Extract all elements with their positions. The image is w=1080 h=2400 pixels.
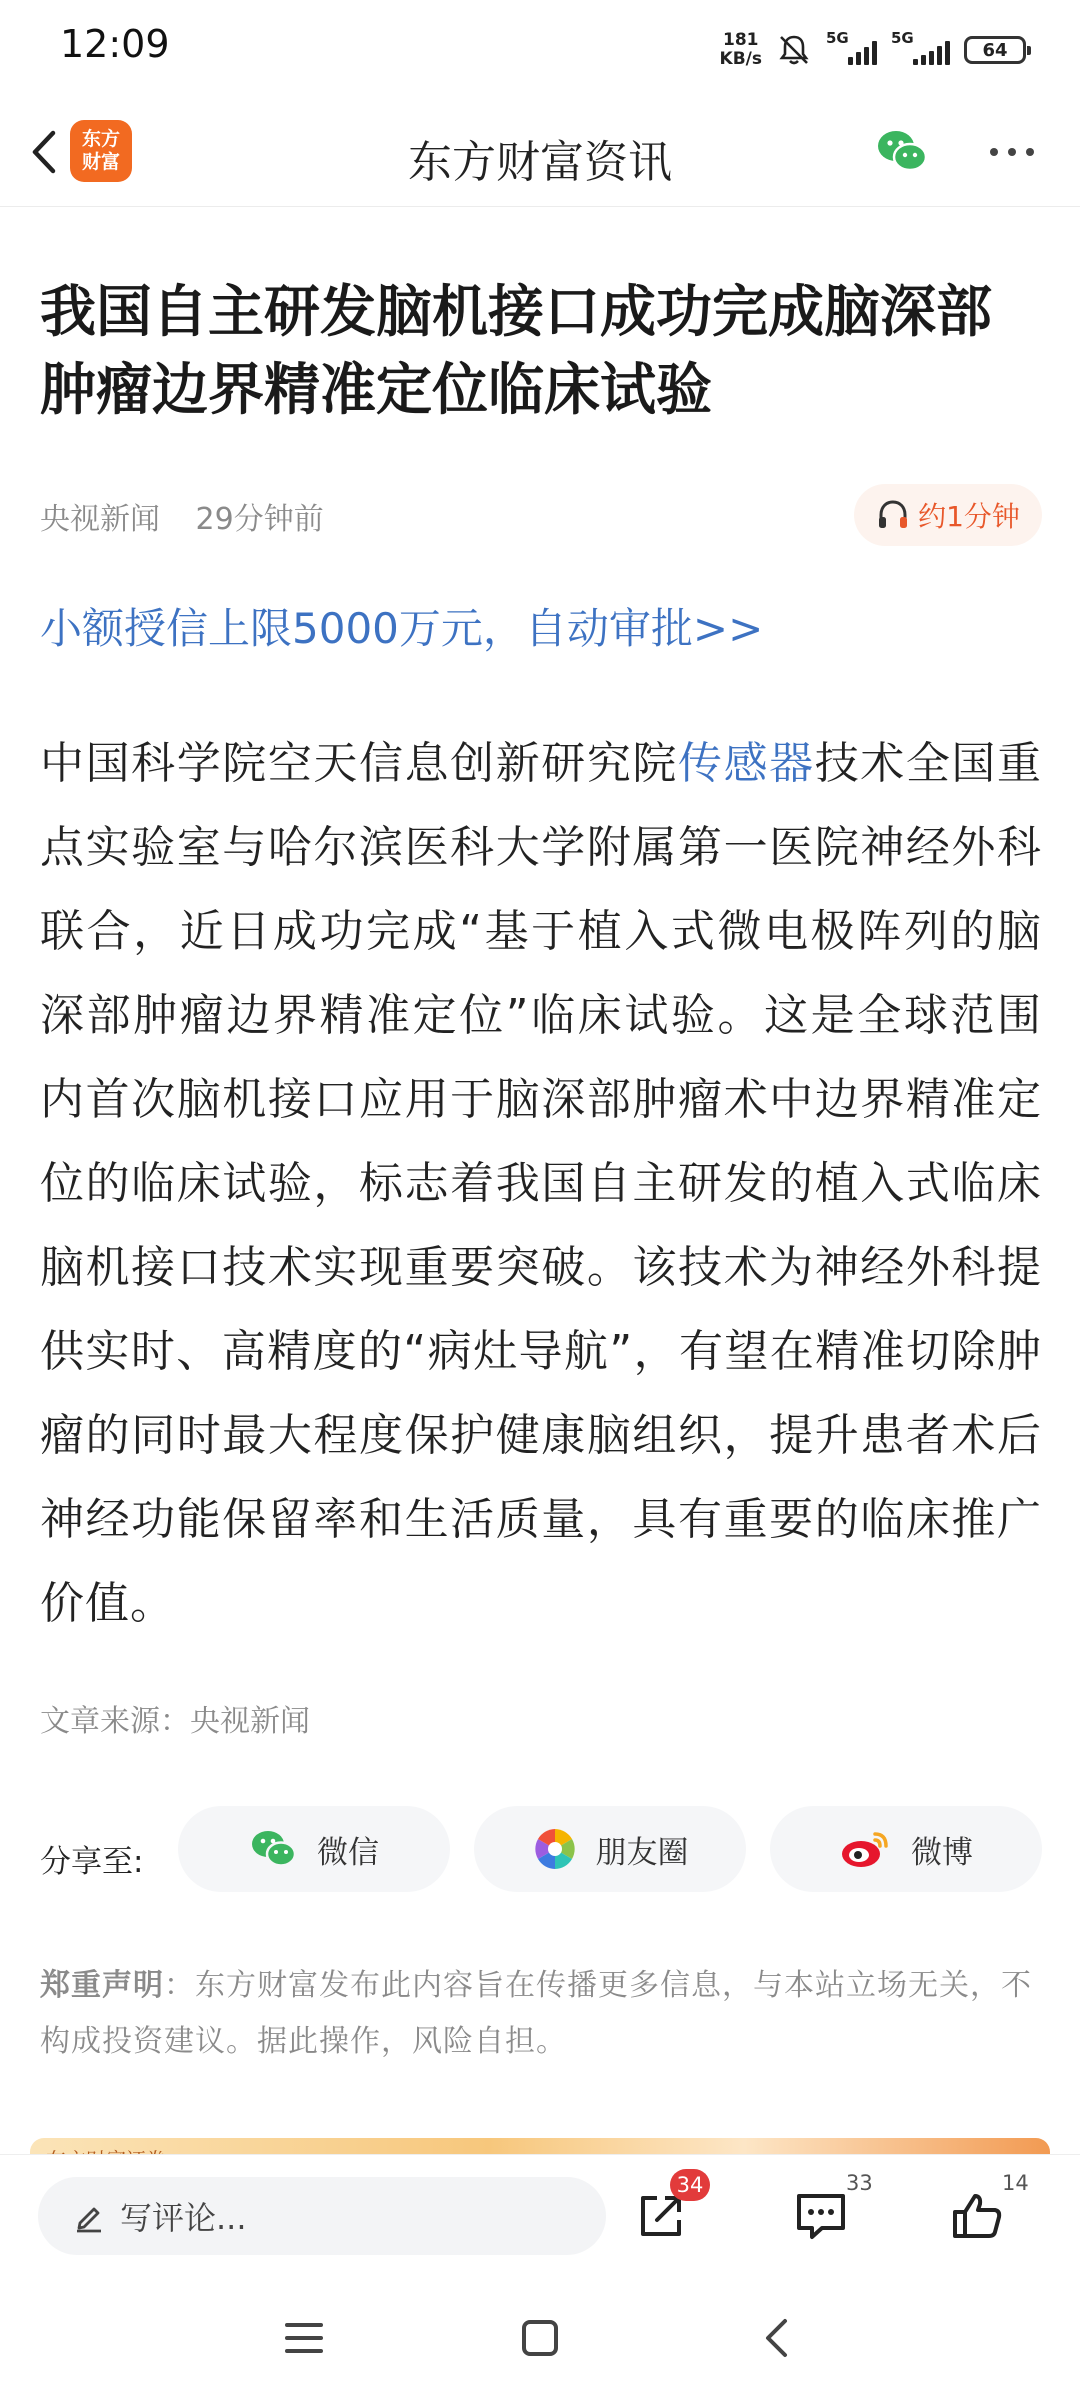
comment-input[interactable] — [38, 2177, 606, 2255]
article-meta — [40, 494, 324, 538]
share-wechat-label: 微信 — [317, 1834, 379, 1871]
keyword-link-sensor[interactable]: 传感器 — [678, 738, 815, 789]
listen-duration: 约1分钟 — [918, 500, 1020, 533]
listen-audio-button[interactable] — [854, 484, 1042, 546]
share-label: 分享至: — [40, 1844, 144, 1880]
headphones-icon — [876, 498, 910, 532]
status-icons — [720, 26, 1026, 74]
disclaimer-text: ：东方财富发布此内容旨在传播更多信息，与本站立场无关，不构成投资建议。据此操作，风险自担。 — [40, 1968, 1032, 2059]
share-moments-button[interactable] — [474, 1806, 746, 1892]
logo-line1: 东方 — [81, 128, 120, 150]
article-source-name[interactable]: 央视新闻 — [40, 502, 160, 537]
body-text-rest: 技术全国重点实验室与哈尔滨医科大学附属第一医院神经外科联合，近日成功完成“基于植入式微电极阵列的脑深部肿瘤边界精准定位”临床试验。这是全球范围内首次脑机接口应用于脑深部肿瘤术中边界精准定位的临床试验，标志着我国自主研发的植入式临床脑机接口技术实现重要突破。该技术为神经外科提供实时、高精度的“病灶导航”，有望在精准切除肿瘤的同时最大程度保护健康脑组织，提升患者术后神经功能保留率和生活质量，具有重要的临床推广价值。 — [40, 738, 1043, 1629]
signal-1-label: 5G — [826, 29, 849, 47]
bottom-action-bar — [0, 2154, 1080, 2275]
network-speed-unit: KB/s — [719, 49, 762, 69]
recent-apps-button[interactable] — [274, 2308, 334, 2368]
more-dot-icon — [1008, 148, 1016, 156]
menu-lines-icon — [284, 2320, 324, 2356]
comment-bubble-icon — [792, 2188, 850, 2244]
article-source-line: 文章来源：央视新闻 — [40, 1704, 310, 1739]
signal-5g-2-icon — [891, 29, 950, 65]
article-time: 29分钟前 — [195, 502, 324, 537]
signal-5g-1-icon — [826, 29, 877, 65]
square-home-icon — [520, 2318, 560, 2358]
chevron-left-icon — [761, 2317, 791, 2359]
thumbs-up-icon — [949, 2188, 1005, 2244]
share-action-button[interactable] — [626, 2173, 704, 2251]
home-button[interactable] — [510, 2308, 570, 2368]
status-bar — [0, 0, 1080, 100]
more-options-button[interactable] — [982, 130, 1042, 174]
share-moments-label: 朋友圈 — [595, 1834, 689, 1871]
comment-count: 33 — [846, 2171, 873, 2195]
share-weibo-button[interactable] — [770, 1806, 1042, 1892]
network-speed-value: 181 — [723, 30, 759, 50]
wechat-share-button[interactable] — [872, 122, 932, 182]
mute-bell-icon — [776, 32, 812, 68]
status-time: 12:09 — [60, 22, 170, 66]
wechat-icon — [872, 122, 932, 182]
article-title: 我国自主研发脑机接口成功完成脑深部肿瘤边界精准定位临床试验 — [40, 280, 992, 423]
signal-2-label: 5G — [891, 29, 914, 47]
network-speed — [720, 31, 762, 69]
disclaimer — [40, 1958, 1044, 2070]
nav-header — [0, 100, 1080, 207]
battery-icon: 64 — [964, 36, 1026, 64]
page-title: 东方财富资讯 — [408, 137, 672, 188]
comments-button[interactable] — [786, 2171, 873, 2251]
promo-link[interactable]: 小额授信上限5000万元，自动审批>> — [40, 604, 764, 653]
share-weibo-label: 微博 — [911, 1834, 973, 1871]
system-nav-bar — [0, 2274, 1080, 2400]
pencil-icon — [72, 2199, 106, 2233]
like-count: 14 — [1002, 2171, 1029, 2195]
disclaimer-title: 郑重声明 — [40, 1968, 164, 2003]
share-wechat-button[interactable] — [178, 1806, 450, 1892]
share-count-badge: 34 — [670, 2169, 710, 2201]
body-text-start: 中国科学院空天信息创新研究院 — [40, 738, 678, 789]
wechat-icon — [249, 1827, 299, 1871]
more-dot-icon — [1026, 148, 1034, 156]
moments-aperture-icon — [532, 1826, 578, 1872]
logo-line2: 财富 — [81, 151, 120, 173]
weibo-icon — [839, 1826, 893, 1872]
like-button[interactable] — [942, 2171, 1029, 2251]
more-dot-icon — [990, 148, 998, 156]
article-body — [40, 722, 1042, 1646]
system-back-button[interactable] — [746, 2308, 806, 2368]
comment-placeholder: 写评论... — [120, 2199, 247, 2237]
